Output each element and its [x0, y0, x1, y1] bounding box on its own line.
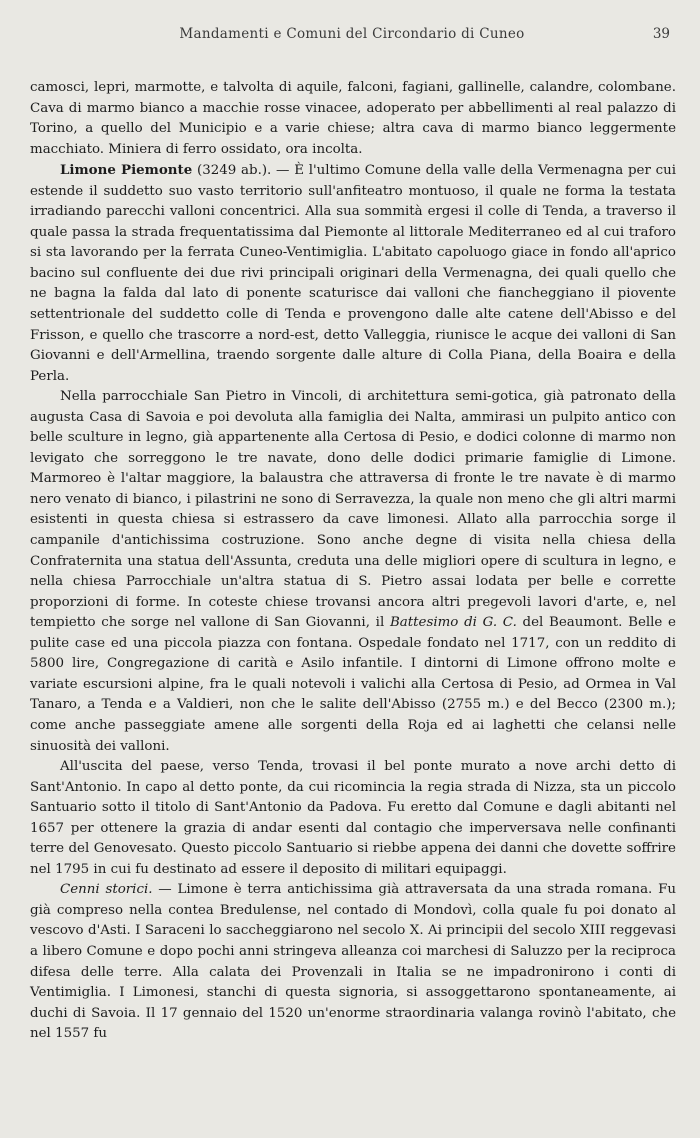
paragraph-limone-piemonte: [30, 160, 676, 387]
paragraph-text: All'uscita del paese, verso Tenda, trovasi il bel ponte murato a nove archi detto di Sant'Antonio. In capo al detto ponte, da cui ricomincia la regia strada di Nizza, sta un piccolo Santuario sotto il titolo di Sant'Antonio da Padova. Fu eretto dal Comune e dagli abitanti nel 1657 per ottenere la grazia di andar esenti dal contagio che imperversava nelle confinanti terre del Genovesato. Questo piccolo Santuario si riebbe appena dei danni che dovette soffrire nel 1795 in cui fu destinato ad essere il deposito di militari equipaggi.: [30, 759, 676, 877]
running-title: Mandamenti e Comuni del Circondario di Cuneo: [179, 26, 525, 42]
paragraph-historical-notes: [30, 880, 676, 1044]
page-header: [30, 0, 674, 70]
paragraph-text-continued: del Beaumont. Belle e pulite case ed una piccola piazza con fontana. Ospedale fondato nel 1717, con un reddito di 5800 lire, Congregazione di carità e Asilo infantile. I dintorni di Limone offrono molte e variate escursioni alpine, fra le quali notevoli i valichi alla Certosa di Pesio, ad Ormea in Val Tanaro, a Tenda e a Valdieri, non che le salite dell'Abisso (2755 m.) e del Becco (2300 m.); come anche passeggiate amene alle sorgenti della Roja ed ai laghetti che celansi nelle sinuosità dei valloni.: [30, 615, 676, 754]
paragraph-text: camosci, lepri, marmotte, e talvolta di aquile, falconi, fagiani, gallinelle, calandre, colombane. Cava di marmo bianco a macchie rosse vinacee, adoperato per abbellimenti al real palazzo di Torino, a quello del Municipio e a varie chiese; altra cava di marmo bianco leggermente macchiato. Miniera di ferro ossidato, ora incolta.: [30, 80, 676, 157]
paragraph-text: Nella parrocchiale San Pietro in Vincoli, di architettura semi-gotica, già patronato della augusta Casa di Savoia e poi devoluta alla famiglia dei Nalta, ammirasi un pulpito antico con belle sculture in legno, già appartenente alla Certosa di Pesio, e dodici colonne di marmo non levigato che sorreggono le tre navate, dono delle dodici primarie famiglie di Limone. Marmoreo è l'altar maggiore, la balaustra che attraversa di fronte le tre navate è di marmo nero venato di bianco, i pilastrini ne sono di Serravezza, la quale non meno che gli altri marmi esistenti in questa chiesa si estrassero da cave limonesi. Allato alla parrocchia sorge il campanile d'antichissima costruzione. Sono anche degne di visita nella chiesa della Confraternita una statua dell'Assunta, creduta una delle migliori opere di scultura in legno, e nella chiesa Parrocchiale un'altra statua di S. Pietro assai lodata per belle e corrette proporzioni di forme. In coteste chiese trovansi ancora altri pregevoli lavori d'arte, e, nel tempietto che sorge nel vallone di San Giovanni, il: [30, 389, 676, 631]
page-number: 39: [652, 26, 670, 42]
paragraph-text: (3249 ab.). — È l'ultimo Comune della valle della Vermenagna per cui estende il suddetto suo vasto territorio sull'anfiteatro montuoso, il quale ne forma la testata irradiando parecchi valloni concentrici. Alla sua sommità ergesi il colle di Tenda, a traverso il quale passa la strada frequentatissima dal Piemonte al littorale Mediterraneo ed al cui traforo si sta lavorando per la ferrata Cuneo-Ventimiglia. L'abitato capoluogo giace in fondo all'aprico bacino sul confluente dei due rivi principali originari della Vermenagna, dei quali quello che ne bagna la falda dal lato di ponente scaturisce dai valloni che fiancheggiano il piovente settentrionale del suddetto colle di Tenda e provengono dalle alte catene dell'Abisso e del Frisson, e quello che trascorre a nord-est, detto Valleggia, riunisce le acque dei valloni di San Giovanni e dell'Armellina, traendo sorgente dalle alture di Colla Piana, della Boaira e della Perla.: [30, 163, 676, 384]
section-heading: Cenni storici.: [60, 882, 153, 898]
entry-heading: Limone Piemonte: [60, 162, 193, 179]
paragraph-text: — Limone è terra antichissima già attraversata da una strada romana. Fu già compreso nella contea Bredulense, nel contado di Mondovì, colla quale fu poi donato al vescovo d'Asti. I Saraceni lo saccheggiarono nel secolo X. Ai principii del secolo XIII reggevasi a libero Comune e dopo pochi anni stringeva alleanza coi marchesi di Saluzzo per la reciproca difesa delle terre. Alla calata dei Provenzali in Italia se ne impadronirono i conti di Ventimiglia. I Limonesi, stanchi di questa signoria, si assoggettarono spontaneamente, ai duchi di Savoia. Il 17 gennaio del 1520 un'enorme straordinaria valanga rovinò l'abitato, che nel 1557 fu: [30, 882, 676, 1042]
body-text: [30, 78, 676, 1045]
paragraph-bridge-sanctuary: [30, 757, 676, 880]
artwork-title: Battesimo di G. C.: [389, 615, 517, 631]
paragraph-fauna-marble: [30, 78, 676, 160]
paragraph-parish-church: [30, 387, 676, 757]
